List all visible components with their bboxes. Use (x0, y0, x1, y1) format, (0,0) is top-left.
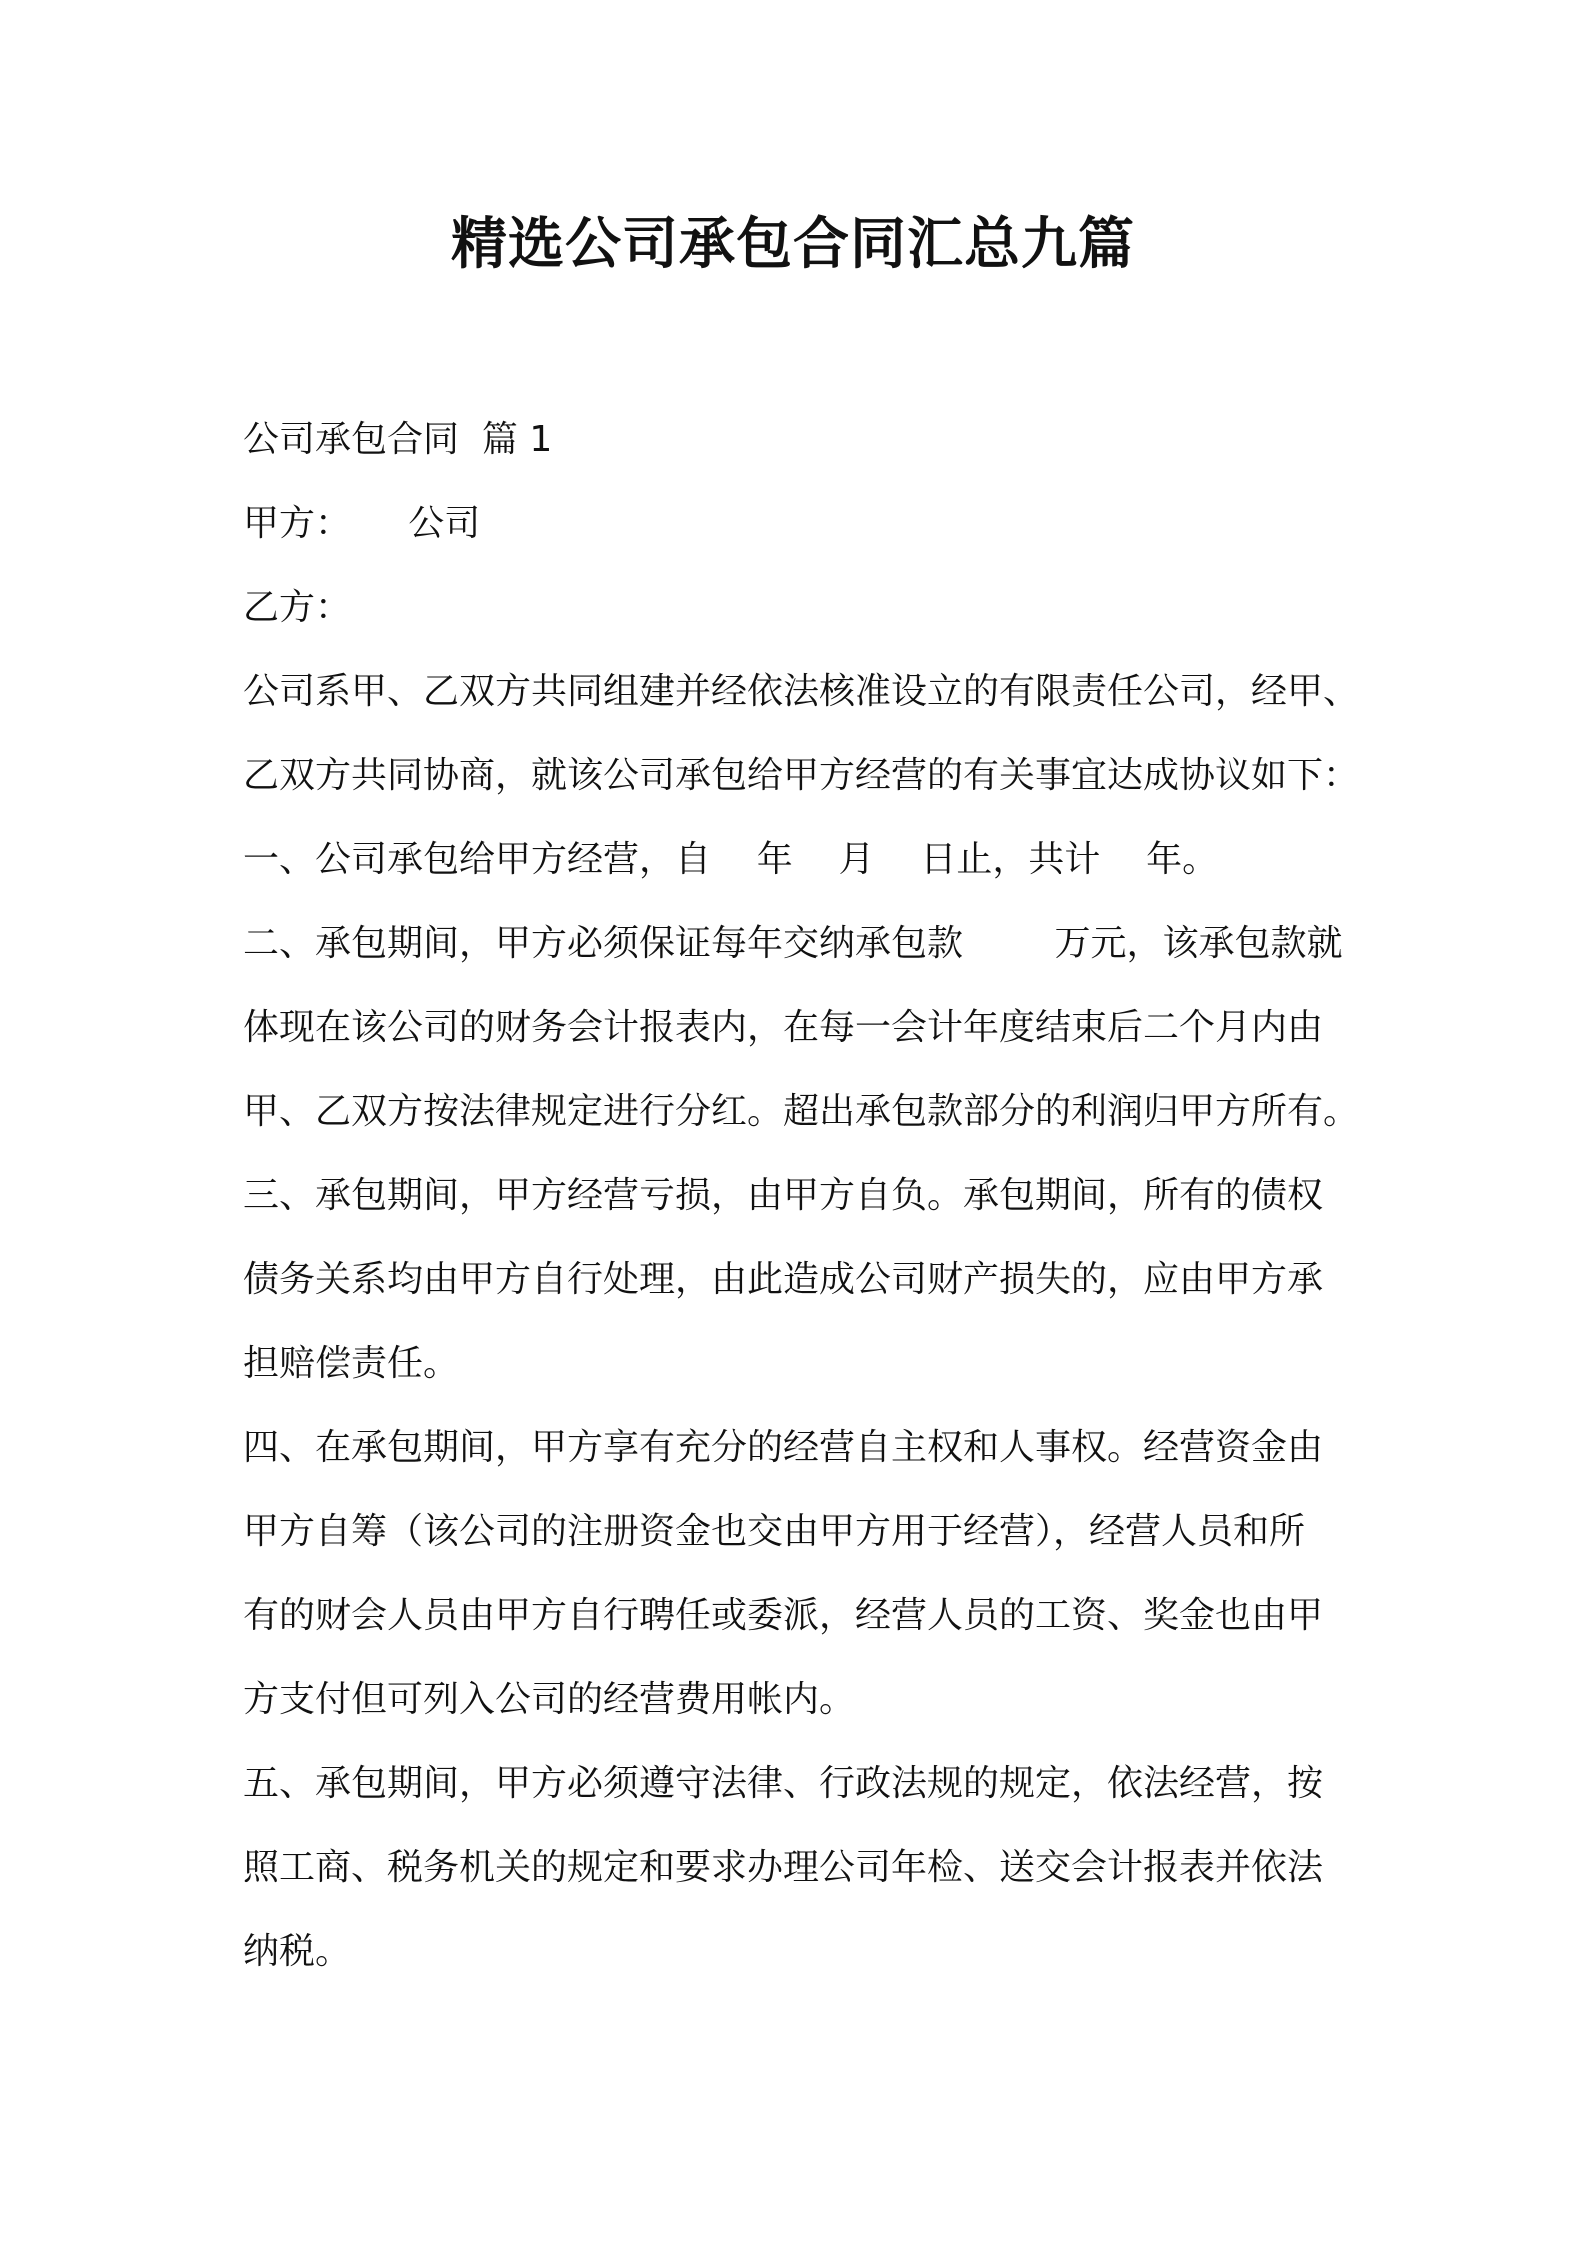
document-title: 精选公司承包合同汇总九篇 (451, 212, 1135, 277)
clause-line: 一、公司承包给甲方经营，自 年 月 日止，共计 年。 (243, 839, 1219, 880)
party-a-line: 甲方： 公司 (243, 503, 481, 544)
clause-line: 四、在承包期间，甲方享有充分的经营自主权和人事权。经营资金由 (243, 1427, 1324, 1468)
paragraph-line: 公司系甲、乙双方共同组建并经依法核准设立的有限责任公司，经甲、 (243, 671, 1360, 712)
document-body (243, 398, 1363, 1994)
paragraph-line: 体现在该公司的财务会计报表内，在每一会计年度结束后二个月内由 (243, 1007, 1324, 1048)
paragraph-line: 照工商、税务机关的规定和要求办理公司年检、送交会计报表并依法 (243, 1847, 1324, 1888)
clause-line: 三、承包期间，甲方经营亏损，由甲方自负。承包期间，所有的债权 (243, 1175, 1324, 1216)
clause-line: 二、承包期间，甲方必须保证每年交纳承包款 万元，该承包款就 (243, 923, 1343, 964)
paragraph-line: 乙双方共同协商，就该公司承包给甲方经营的有关事宜达成协议如下： (243, 755, 1360, 796)
paragraph-line: 方支付但可列入公司的经营费用帐内。 (243, 1679, 856, 1720)
paragraph-line: 纳税。 (243, 1931, 352, 1972)
paragraph-line: 债务关系均由甲方自行处理，由此造成公司财产损失的，应由甲方承 (243, 1259, 1324, 1300)
paragraph-line: 甲方自筹（该公司的注册资金也交由甲方用于经营），经营人员和所 (243, 1511, 1306, 1552)
section-heading: 公司承包合同 篇 1 (243, 419, 553, 460)
paragraph-line: 有的财会人员由甲方自行聘任或委派，经营人员的工资、奖金也由甲 (243, 1595, 1324, 1636)
paragraph-line: 甲、乙双方按法律规定进行分红。超出承包款部分的利润归甲方所有。 (243, 1091, 1360, 1132)
party-b-line: 乙方： (243, 587, 352, 628)
paragraph-line: 担赔偿责任。 (243, 1343, 460, 1384)
clause-line: 五、承包期间，甲方必须遵守法律、行政法规的规定，依法经营，按 (243, 1763, 1324, 1804)
